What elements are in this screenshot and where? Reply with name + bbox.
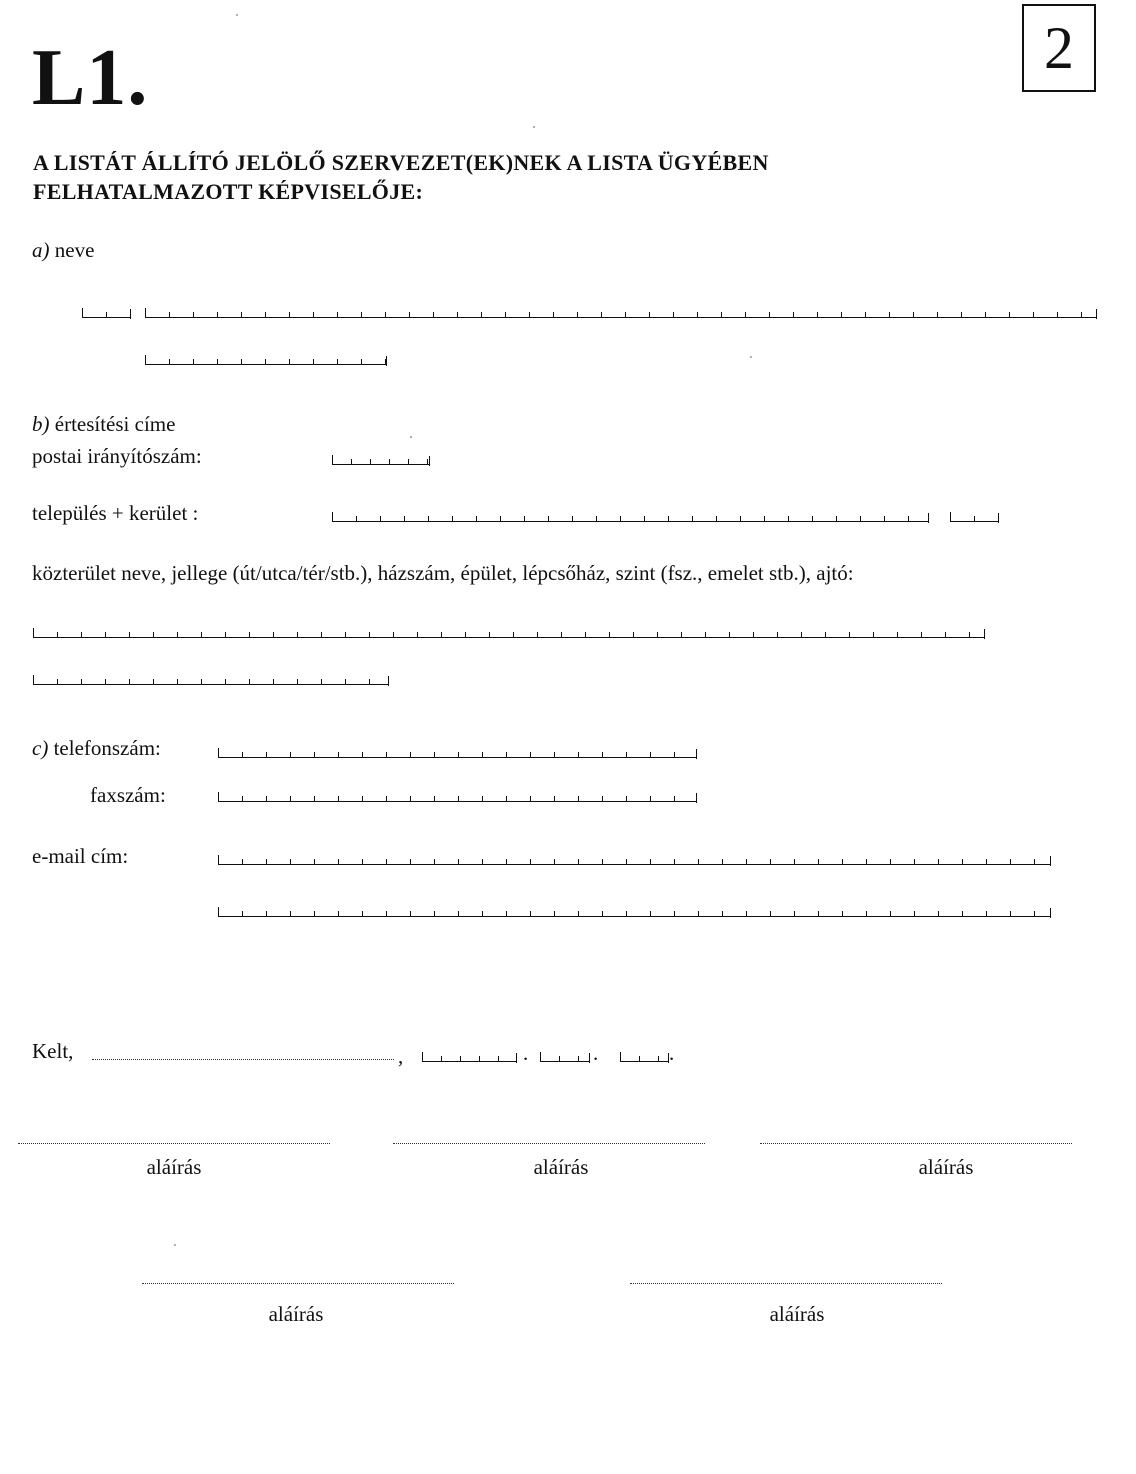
phone-boxes[interactable]	[218, 748, 696, 758]
section-a-letter: a)	[32, 238, 50, 262]
year-boxes[interactable]	[422, 1052, 516, 1062]
page-number-box	[1022, 4, 1096, 92]
email-boxes-line-1[interactable]	[218, 855, 1050, 865]
name-label	[32, 240, 94, 261]
place-dotted-line[interactable]	[92, 1058, 394, 1060]
signature-label-1: aláírás	[146, 1155, 202, 1179]
settlement-label: település + kerület :	[32, 501, 199, 525]
section-b-label: értesítési címe	[54, 412, 176, 436]
signature-label-4: aláírás	[268, 1302, 324, 1326]
form-code: L1.	[32, 34, 149, 122]
signature-label-3: aláírás	[918, 1155, 974, 1179]
name-prefix-boxes[interactable]	[82, 308, 130, 318]
heading-line-1: A LISTÁT ÁLLÍTÓ JELÖLŐ SZERVEZET(EK)NEK A LISTA ÜGYÉBEN	[33, 150, 769, 175]
fax-label: faxszám:	[90, 783, 166, 807]
date-sep-3: .	[669, 1041, 675, 1065]
phone-label	[32, 738, 161, 759]
signature-line-2[interactable]	[393, 1142, 705, 1144]
scan-speck	[174, 1244, 176, 1246]
postal-code-label: postai irányítószám:	[32, 444, 202, 468]
street-boxes-line-1[interactable]	[33, 628, 984, 638]
section-a-label: neve	[54, 238, 95, 262]
signature-line-5[interactable]	[630, 1282, 942, 1284]
scan-speck	[410, 436, 412, 438]
district-boxes[interactable]	[950, 512, 998, 522]
day-boxes[interactable]	[620, 1052, 668, 1062]
email-label: e-mail cím:	[32, 844, 129, 868]
signature-label-2: aláírás	[533, 1155, 589, 1179]
postal-code-boxes[interactable]	[332, 455, 429, 465]
date-comma: ,	[398, 1044, 404, 1068]
section-c-letter: c)	[32, 736, 49, 760]
signature-line-4[interactable]	[142, 1282, 454, 1284]
name-boxes-line-1[interactable]	[145, 308, 1096, 318]
fax-boxes[interactable]	[218, 792, 696, 802]
date-sep-1: .	[523, 1041, 529, 1065]
signature-line-3[interactable]	[760, 1142, 1072, 1144]
address-label	[32, 414, 175, 435]
month-boxes[interactable]	[540, 1052, 589, 1062]
heading-line-2: FELHATALMAZOTT KÉPVISELŐJE:	[33, 179, 424, 204]
street-boxes-line-2[interactable]	[33, 675, 388, 685]
phone-label-text: telefonszám:	[53, 736, 161, 760]
form-heading	[33, 148, 769, 206]
page-number: 2	[1044, 15, 1074, 81]
name-boxes-line-2[interactable]	[145, 355, 386, 365]
signature-label-5: aláírás	[769, 1302, 825, 1326]
email-boxes-line-2[interactable]	[218, 907, 1050, 917]
scan-speck	[750, 356, 752, 358]
date-sep-2: .	[593, 1041, 599, 1065]
settlement-boxes[interactable]	[332, 512, 928, 522]
scan-speck	[236, 14, 238, 16]
signature-line-1[interactable]	[18, 1142, 330, 1144]
section-b-letter: b)	[32, 412, 50, 436]
street-label: közterület neve, jellege (út/utca/tér/stb.), házszám, épület, lépcsőház, szint (fsz., emelet stb.), ajtó:	[32, 561, 854, 585]
scan-speck	[533, 126, 535, 128]
date-label: Kelt,	[32, 1039, 74, 1063]
